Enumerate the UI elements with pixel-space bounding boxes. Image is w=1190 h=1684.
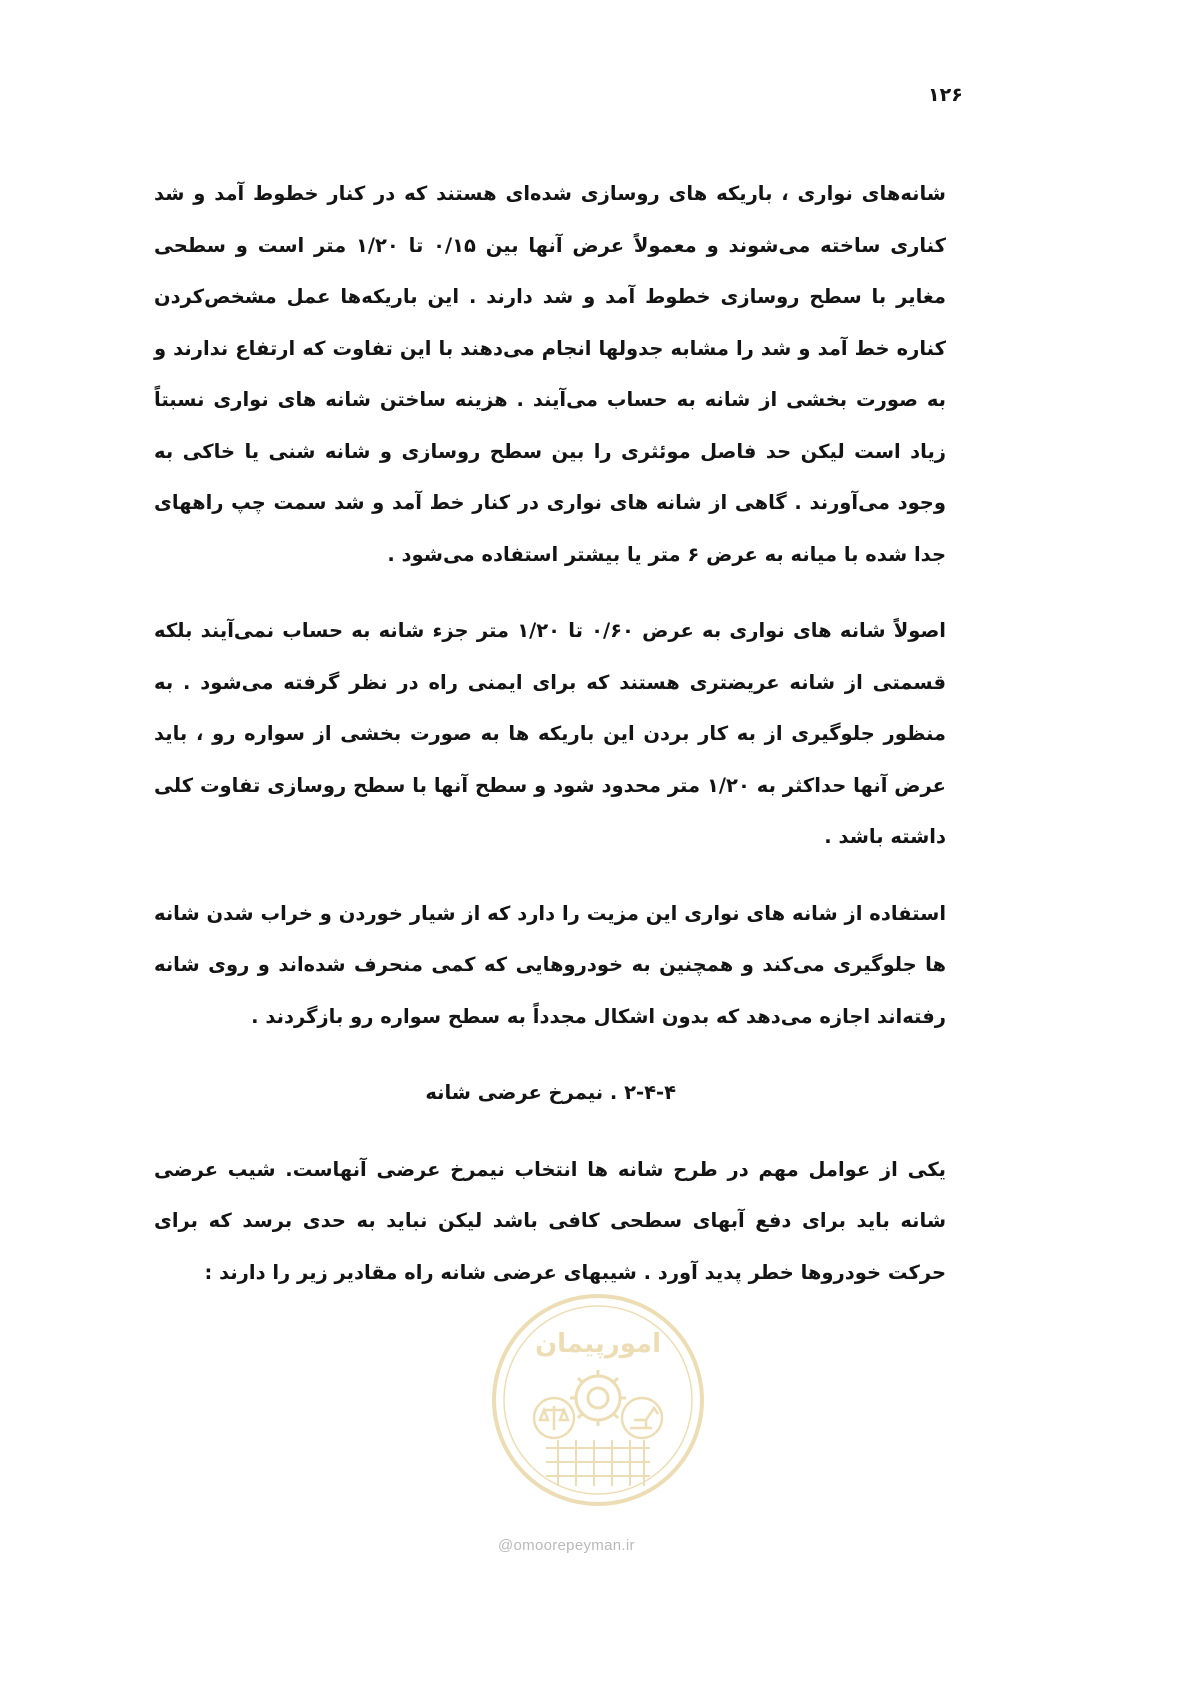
paragraph-3: استفاده از شانه های نواری این مزیت را دارد که از شیار خوردن و خراب شدن شانه ها جلوگیری می‌کند و همچنین به خودروهایی که کمی منحرف شده‌اند و روی شانه رفته‌اند اجازه می‌دهد که بدون اشکال مجدداً به سطح سواره رو بازگردند .: [154, 901, 946, 1028]
scales-icon: [534, 1398, 574, 1438]
gear-icon: [570, 1370, 626, 1426]
watermark-url: @omoorepeyman.ir: [498, 1537, 635, 1554]
watermark-logo-text: امورپیمان: [534, 1329, 662, 1359]
paragraph-4: یکی از عوامل مهم در طرح شانه ها انتخاب نیمرخ عرضی آنهاست. شیب عرضی شانه باید برای دفع آبهای سطحی کافی باشد لیکن نباید به حدی برسد که برای حرکت خودروها خطر پدید آورد . شیبهای عرضی شانه راه مقادیر زیر را دارند :: [154, 1157, 946, 1284]
page-number: ۱۲۶: [928, 84, 963, 106]
paragraph-1: شانه‌های نواری ، باریکه های روسازی شده‌ای هستند که در کنار خطوط آمد و شد کناری ساخته می‌شوند و معمولاً عرض آنها بین ۰/۱۵ تا ۱/۲۰ متر است و سطحی مغایر با سطح روسازی خطوط آمد و شد دارند . این باریکه‌ها عمل مشخص‌کردن کناره خط آمد و شد را مشابه جدولها انجام می‌دهند با این تفاوت که ارتفاع ندارند و به صورت بخشی از شانه به حساب می‌آیند . هزینه ساختن شانه های نواری نسبتاً زیاد است لیکن حد فاصل موئثری را بین سطح روسازی و شانه شنی یا خاکی به وجود می‌آورند . گاهی از شانه های نواری در کنار خط آمد و شد سمت چپ راههای جدا شده با میانه به عرض ۶ متر یا بیشتر استفاده می‌شود .: [154, 182, 946, 566]
watermark-logo: [488, 1290, 708, 1510]
excavator-icon: [622, 1398, 662, 1438]
paragraph-2: اصولاً شانه های نواری به عرض ۰/۶۰ تا ۱/۲۰ متر جزء شانه به حساب نمی‌آیند بلکه قسمتی از شانه عریضتری هستند که برای ایمنی راه در نظر گرفته می‌شود . به منظور جلوگیری از به کار بردن این باریکه ها به صورت بخشی از سواره رو ، باید عرض آنها حداکثر به ۱/۲۰ متر محدود شود و سطح آنها با سطح روسازی تفاوت کلی داشته باشد .: [154, 619, 946, 848]
building-icon: [546, 1440, 650, 1486]
page-body: [154, 168, 946, 1298]
section-heading: ۲-۴-۴ . نیمرخ عرضی شانه: [425, 1081, 676, 1104]
